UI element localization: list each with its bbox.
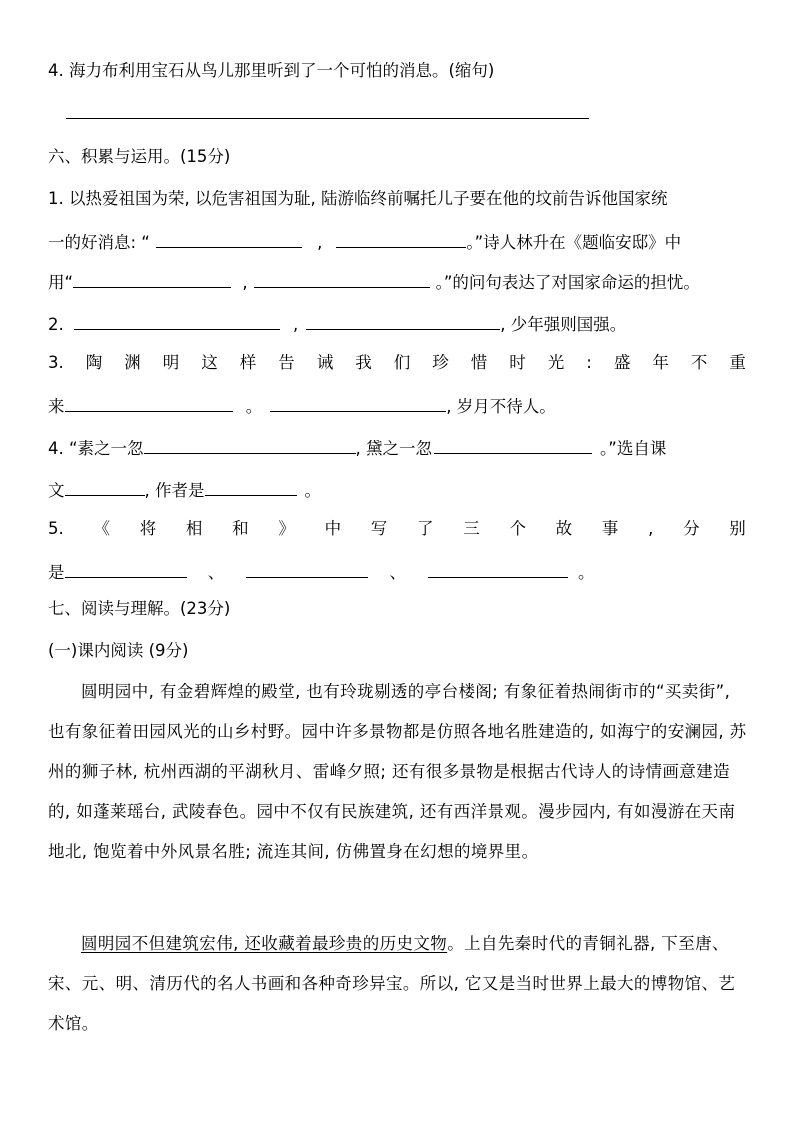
blank-field[interactable]	[144, 436, 356, 454]
char: 光	[547, 353, 565, 372]
question-2	[48, 312, 626, 336]
char: 写	[370, 519, 388, 538]
question-1-line-1: 1. 以热爱祖国为荣, 以危害祖国为耻, 陆游临终前嘱托儿子要在他的坟前告诉他国家统	[48, 189, 668, 208]
text: , 黛之一忽	[355, 439, 433, 458]
char: 三	[463, 519, 480, 538]
text: 、	[389, 563, 406, 582]
text: 用“	[48, 273, 74, 292]
char: 样	[239, 353, 257, 372]
text: 2.	[48, 315, 64, 334]
text: 。”选自课	[600, 439, 667, 458]
char: 陶	[85, 353, 103, 372]
char: 年	[652, 353, 669, 372]
text: , 岁月不待人。	[446, 397, 556, 416]
reading-sub-heading: (一)课内阅读 (9分)	[48, 641, 189, 660]
blank-field[interactable]	[246, 560, 368, 578]
char: 分	[683, 519, 700, 538]
blank-field[interactable]	[74, 312, 280, 330]
text: 4. “素之一忽	[48, 439, 144, 458]
blank-field[interactable]	[156, 230, 302, 248]
text: , 作者是	[144, 481, 205, 500]
char: 盛	[613, 353, 631, 372]
char: 我	[355, 353, 372, 372]
answer-line[interactable]	[66, 118, 589, 119]
blank-field[interactable]	[434, 436, 592, 454]
text: 。	[578, 563, 595, 582]
question-1-line-3	[48, 270, 700, 294]
text: ,	[293, 315, 299, 334]
text: 。	[304, 481, 321, 500]
blank-field[interactable]	[65, 560, 187, 578]
question-4-line-1	[48, 436, 666, 460]
char: 们	[393, 353, 411, 372]
char: 不	[690, 353, 708, 372]
char: 和	[232, 519, 249, 538]
blank-field[interactable]	[306, 312, 500, 330]
text: ,	[317, 233, 323, 252]
question-3-line-2	[48, 394, 556, 418]
section-6-heading: 六、积累与运用。(15分)	[48, 147, 231, 166]
underlined-sentence: 圆明园不但建筑宏伟, 还收藏着最珍贵的历史文物	[81, 934, 448, 953]
blank-field[interactable]	[73, 270, 231, 288]
blank-field[interactable]	[336, 230, 466, 248]
char: 诫	[316, 353, 334, 372]
char: 个	[509, 519, 526, 538]
char: 告	[278, 353, 295, 372]
text: 来	[48, 397, 65, 416]
char: 惜	[470, 353, 488, 372]
blank-field[interactable]	[254, 270, 430, 288]
question-1-line-2	[48, 230, 681, 254]
question-5-line-2	[48, 560, 595, 584]
char: 渊	[124, 353, 141, 372]
char: 相	[185, 519, 203, 538]
char: 珍	[432, 353, 449, 372]
text: 是	[48, 563, 65, 582]
char: 5.	[48, 519, 64, 538]
char: 3.	[48, 353, 64, 372]
text: 。”的问句表达了对国家命运的担忧。	[435, 273, 700, 292]
text: 、	[207, 563, 225, 582]
text: 。”诗人林升在《题临安邸》中	[466, 233, 682, 252]
text: 一的好消息: “	[48, 233, 150, 252]
blank-field[interactable]	[65, 478, 145, 496]
question-4-condense: 4. 海力布利用宝石从鸟儿那里听到了一个可怕的消息。(缩句)	[48, 61, 495, 80]
blank-field[interactable]	[270, 394, 446, 412]
char: 了	[417, 519, 434, 538]
char: 中	[324, 519, 342, 538]
char: :	[586, 353, 592, 372]
char: ,	[648, 519, 654, 538]
char: 》	[278, 519, 295, 538]
char: 这	[201, 353, 218, 372]
section-7-heading: 七、阅读与理解。(23分)	[48, 599, 231, 618]
blank-field[interactable]	[205, 478, 297, 496]
text: , 少年强则国强。	[500, 315, 627, 334]
char: 别	[729, 519, 746, 538]
text: 文	[48, 481, 65, 500]
question-5-line-1	[48, 518, 746, 540]
question-4-line-2	[48, 478, 321, 502]
question-3-line-1	[48, 352, 746, 374]
text: ,	[242, 273, 248, 292]
text: 。	[245, 397, 263, 416]
char: 事	[601, 519, 619, 538]
char: 明	[162, 353, 180, 372]
char: 重	[729, 353, 746, 372]
blank-field[interactable]	[428, 560, 568, 578]
char: 时	[509, 353, 526, 372]
char: 将	[139, 519, 157, 538]
char: 《	[93, 519, 110, 538]
char: 故	[555, 519, 573, 538]
blank-field[interactable]	[65, 394, 233, 412]
text: 。上自先秦时代的青铜礼器, 下至唐、宋、元、明、清历代的名人书画和各种奇珍异宝。所以, 它又是当时世界上最大的博物馆、艺术馆。	[48, 934, 736, 1033]
reading-paragraph-1: 圆明园中, 有金碧辉煌的殿堂, 也有玲珑剔透的亭台楼阁; 有象征着热闹街市的“买卖街”, 也有象征着田园风光的山乡村野。园中许多景物都是仿照各地名胜建造的, 如海宁的安澜园, 苏州的狮子林, 杭州西湖的平湖秋月、雷峰夕照; 还有很多景物是根据古代诗人的诗情画意建造的, 如蓬莱瑶台, 武陵春色。园中不仅有民族建筑, 还有西洋景观。漫步园内, 有如漫游在天南地北, 饱览着中外风景名胜; 流连其间, 仿佛置身在幻想的境界里。	[48, 682, 747, 861]
reading-paragraph-2	[48, 924, 748, 1044]
